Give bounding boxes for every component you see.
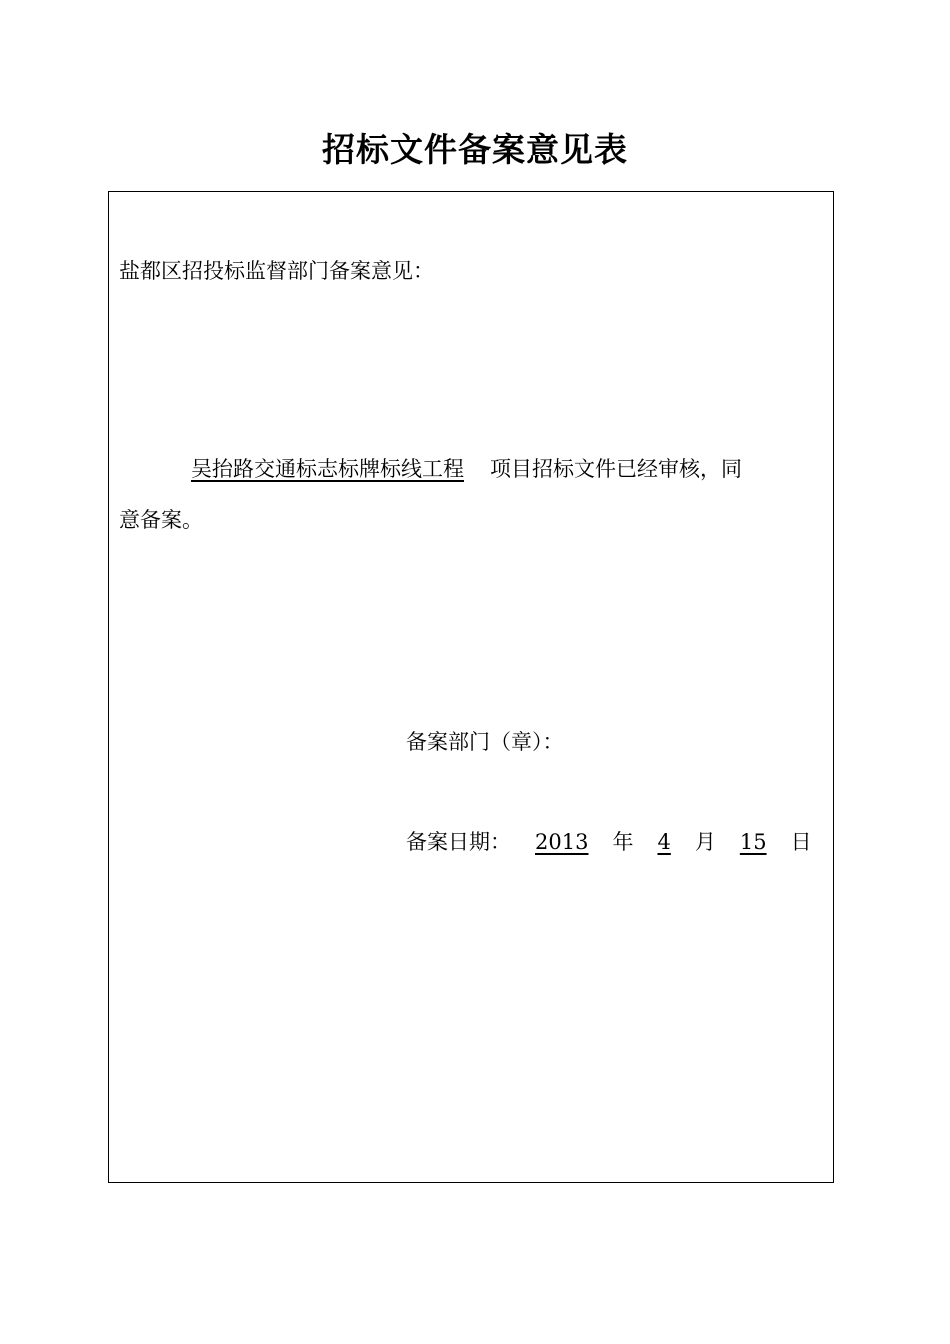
filing-department-stamp-label: 备案部门（章）： <box>406 730 564 754</box>
supervision-opinion-heading: 盐都区招投标监督部门备案意见： <box>119 259 434 283</box>
month-unit: 月 <box>694 830 716 854</box>
document-title: 招标文件备案意见表 <box>322 130 628 169</box>
year-unit: 年 <box>612 830 634 854</box>
filing-date-row <box>406 827 812 857</box>
filing-date-month: 4 <box>657 830 671 854</box>
filing-date-year: 2013 <box>535 830 589 854</box>
approval-statement-line1 <box>119 454 742 484</box>
project-name-field: 吴抬路交通标志标牌标线工程 <box>191 457 464 481</box>
approval-statement-line2: 意备案。 <box>119 508 203 532</box>
approval-statement-text: 项目招标文件已经审核，同 <box>490 457 742 481</box>
opinion-form-box <box>108 191 834 1183</box>
filing-date-day: 15 <box>739 830 767 854</box>
day-unit: 日 <box>790 830 812 854</box>
filing-date-label: 备案日期： <box>406 830 511 854</box>
